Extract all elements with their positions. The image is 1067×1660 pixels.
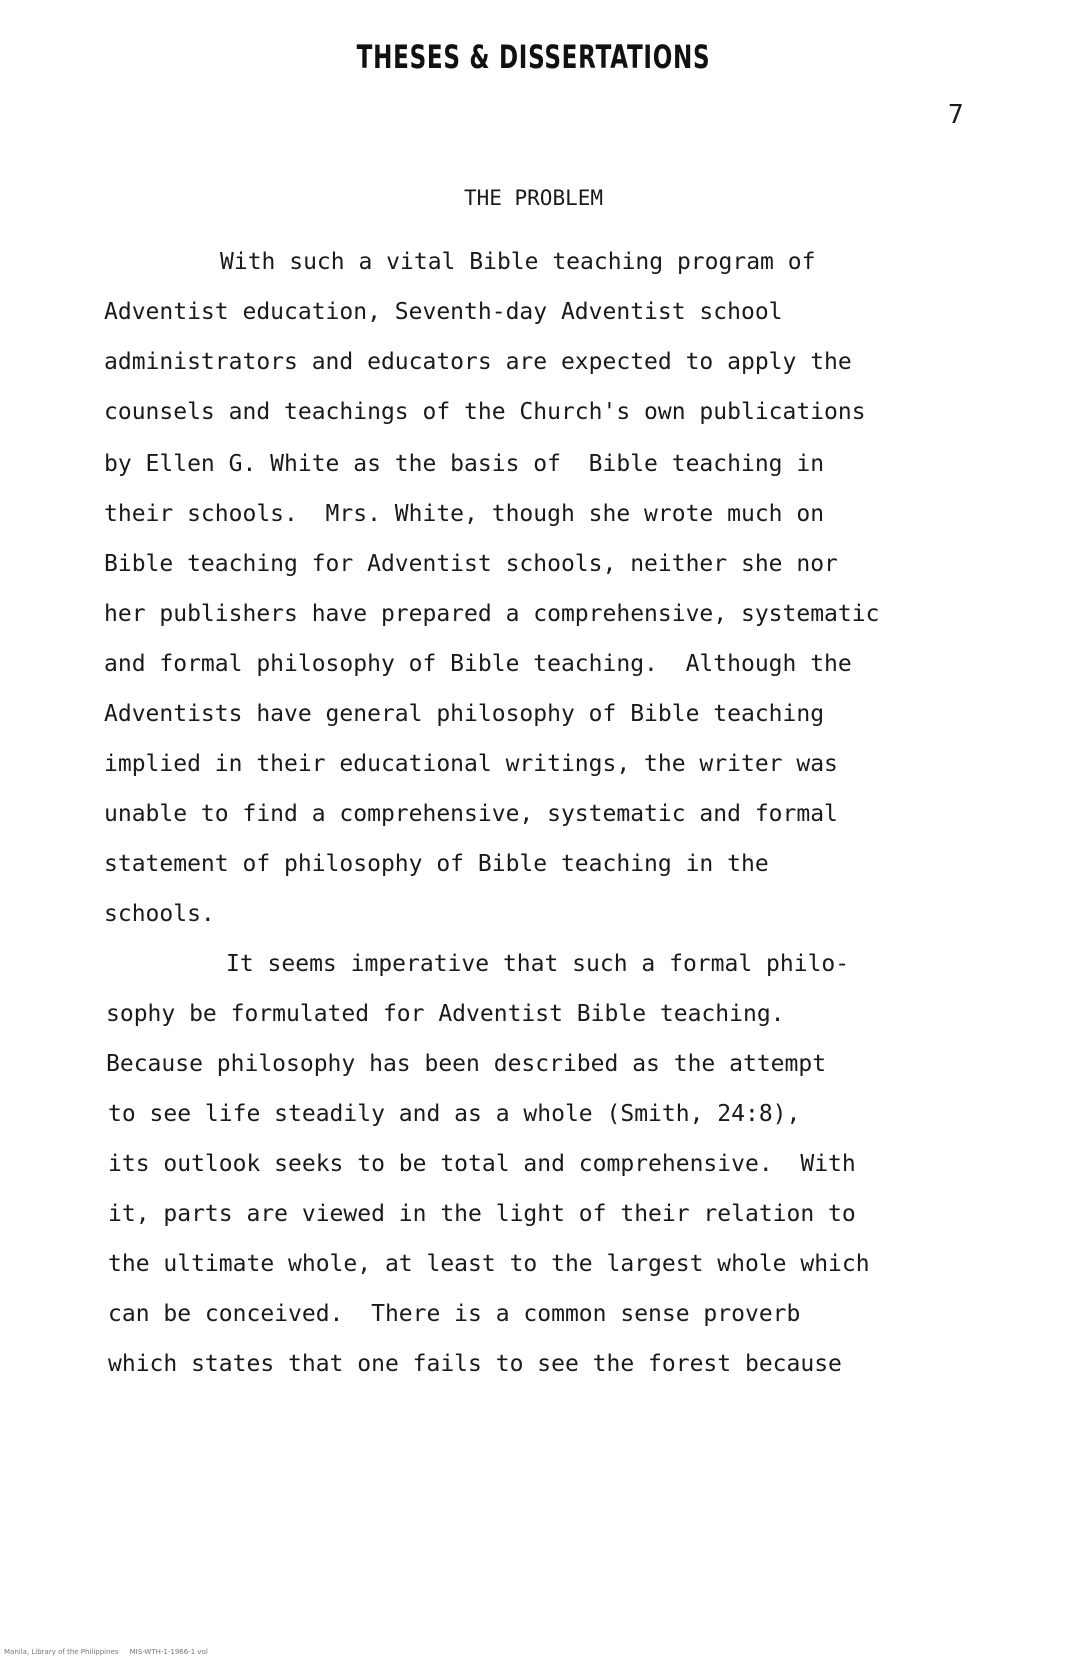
body-line: its outlook seeks to be total and comprehensive. With bbox=[108, 1151, 856, 1177]
body-line: statement of philosophy of Bible teaching in the bbox=[104, 851, 769, 877]
section-heading: THE PROBLEM bbox=[463, 186, 604, 210]
body-line: Bible teaching for Adventist schools, neither she nor bbox=[104, 551, 838, 577]
body-line: schools. bbox=[104, 901, 215, 927]
theses-dissertations-stamp: THESES & DISSERTATIONS bbox=[356, 38, 711, 76]
body-line: Because philosophy has been described as the attempt bbox=[106, 1051, 827, 1077]
body-line: it, parts are viewed in the light of their relation to bbox=[108, 1201, 856, 1227]
body-line: their schools. Mrs. White, though she wrote much on bbox=[104, 501, 825, 527]
body-line: It seems imperative that such a formal philo- bbox=[226, 951, 850, 977]
body-line: With such a vital Bible teaching program of bbox=[220, 249, 816, 275]
scan-footer: Manila, Library of the Philippines MIS-WTH-1-1966-1 vol bbox=[4, 1648, 208, 1656]
body-line: the ultimate whole, at least to the largest whole which bbox=[108, 1251, 870, 1277]
body-line: unable to find a comprehensive, systematic and formal bbox=[104, 801, 838, 827]
body-line: her publishers have prepared a comprehensive, systematic bbox=[104, 601, 880, 627]
body-line: and formal philosophy of Bible teaching. Although the bbox=[104, 651, 852, 677]
body-line: can be conceived. There is a common sense proverb bbox=[108, 1301, 801, 1327]
body-line: Adventists have general philosophy of Bible teaching bbox=[104, 701, 825, 727]
body-line: Adventist education, Seventh-day Adventist school bbox=[104, 299, 783, 325]
body-line: sophy be formulated for Adventist Bible teaching. bbox=[106, 1001, 785, 1027]
body-line: by Ellen G. White as the basis of Bible teaching in bbox=[104, 451, 825, 477]
body-line: which states that one fails to see the forest because bbox=[108, 1351, 842, 1377]
body-line: to see life steadily and as a whole (Smith, 24:8), bbox=[108, 1101, 801, 1127]
body-line: administrators and educators are expected to apply the bbox=[104, 349, 852, 375]
body-line: counsels and teachings of the Church's own publications bbox=[104, 399, 866, 425]
page-number: 7 bbox=[948, 100, 964, 130]
body-line: implied in their educational writings, the writer was bbox=[104, 751, 838, 777]
